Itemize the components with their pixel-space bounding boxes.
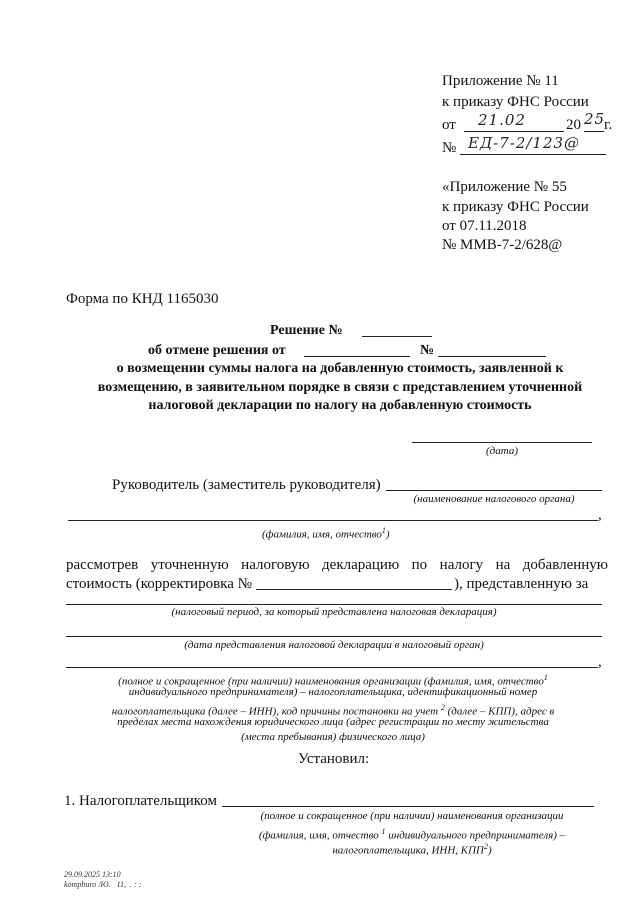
tax-period-line <box>66 604 602 605</box>
number-underline <box>460 154 606 155</box>
appendix-number: Приложение № 11 <box>442 73 559 89</box>
fio-comma: , <box>598 507 602 523</box>
reviewed-line-2b: ), представленную за <box>454 576 589 592</box>
print-timestamp: 29.09.2025 13:10 <box>64 870 121 879</box>
head-label: Руководитель (заместитель руководителя) <box>112 477 381 493</box>
title-line-2: возмещению, в заявительном порядке в связи с представлением уточненной <box>97 380 583 395</box>
year-underline <box>584 131 604 132</box>
tax-authority-caption: (наименование налогового органа) <box>413 493 575 505</box>
organization-caption-4: пределах места нахождения юридического лица (адрес регистрации по месту жительства <box>117 716 549 728</box>
organization-caption-1: (полное и сокращенное (при наличии) наименования организации (фамилия, имя, отчество$^1$ <box>118 673 548 688</box>
item1-caption-2: (фамилия, имя, отчество $^1$ индивидуального предпринимателя) – <box>258 827 566 842</box>
item1-label: 1. Налогоплательщиком <box>64 793 218 809</box>
tax-authority-line <box>386 490 602 491</box>
handwritten-year: 25 <box>584 110 606 128</box>
reviewed-line-2a: стоимость (корректировка № <box>66 576 252 592</box>
reviewed-line-1: рассмотрев уточненную налоговую декларацию по налогу на добавленную <box>66 557 608 573</box>
prev-appendix-reg-number: № ММВ-7-2/628@ <box>442 237 563 253</box>
print-user: kompburo /Ю. 11, . : : <box>64 880 142 889</box>
correction-number-line <box>256 589 452 590</box>
prev-appendix-number: «Приложение № 55 <box>442 179 567 195</box>
cancel-date-line <box>304 356 410 357</box>
date-line <box>412 442 592 443</box>
cancel-number-sign: № <box>420 343 435 358</box>
organization-caption-5: (места пребывания) физического лица) <box>241 731 425 743</box>
prev-appendix-date: от 07.11.2018 <box>442 218 527 234</box>
appendix-order: к приказу ФНС России <box>442 94 589 110</box>
handwritten-order-number: ЕД-7-2/123@ <box>468 134 581 152</box>
item1-line <box>222 806 594 807</box>
organization-line <box>66 667 598 668</box>
decision-label: Решение № <box>270 323 343 338</box>
cancel-number-line <box>438 356 546 357</box>
decision-number-line <box>362 336 432 337</box>
date-underline <box>464 131 564 132</box>
year-suffix: г. <box>604 117 613 133</box>
appendix-number-label: № <box>442 140 457 156</box>
year-prefix: 20 <box>566 117 581 133</box>
organization-caption-2: индивидуального предпринимателя) – налогоплательщика, идентификационный номер <box>128 686 538 698</box>
appendix-from-label: от <box>442 117 456 133</box>
item1-caption-3: налогоплательщика, ИНН, КПП$^2$) <box>332 842 492 857</box>
established-heading: Установил: <box>298 751 370 767</box>
submission-date-line <box>66 636 602 637</box>
cancel-prefix: об отмене решения от <box>148 343 286 358</box>
title-line-3: налоговой декларации по налогу на добавленную стоимость <box>148 398 532 413</box>
organization-comma: , <box>598 654 602 670</box>
organization-caption-3: налогоплательщика (далее – ИНН), код причины постановки на учет $^2$ (далее – КПП), адрес в <box>111 703 555 718</box>
tax-period-caption: (налоговый период, за который представлена налоговая декларация) <box>171 606 497 618</box>
fio-caption: (фамилия, имя, отчество$^1$) <box>262 526 390 541</box>
date-caption: (дата) <box>486 445 518 457</box>
handwritten-date: 21.02 <box>478 111 526 129</box>
fio-line <box>68 520 598 521</box>
item1-caption-1: (полное и сокращенное (при наличии) наименования организации <box>260 810 564 822</box>
title-line-1: о возмещении суммы налога на добавленную стоимость, заявленной к <box>116 361 564 376</box>
submission-date-caption: (дата представления налоговой декларации в налоговый орган) <box>184 639 484 651</box>
prev-appendix-order: к приказу ФНС России <box>442 199 589 215</box>
form-code: Форма по КНД 1165030 <box>66 291 219 307</box>
